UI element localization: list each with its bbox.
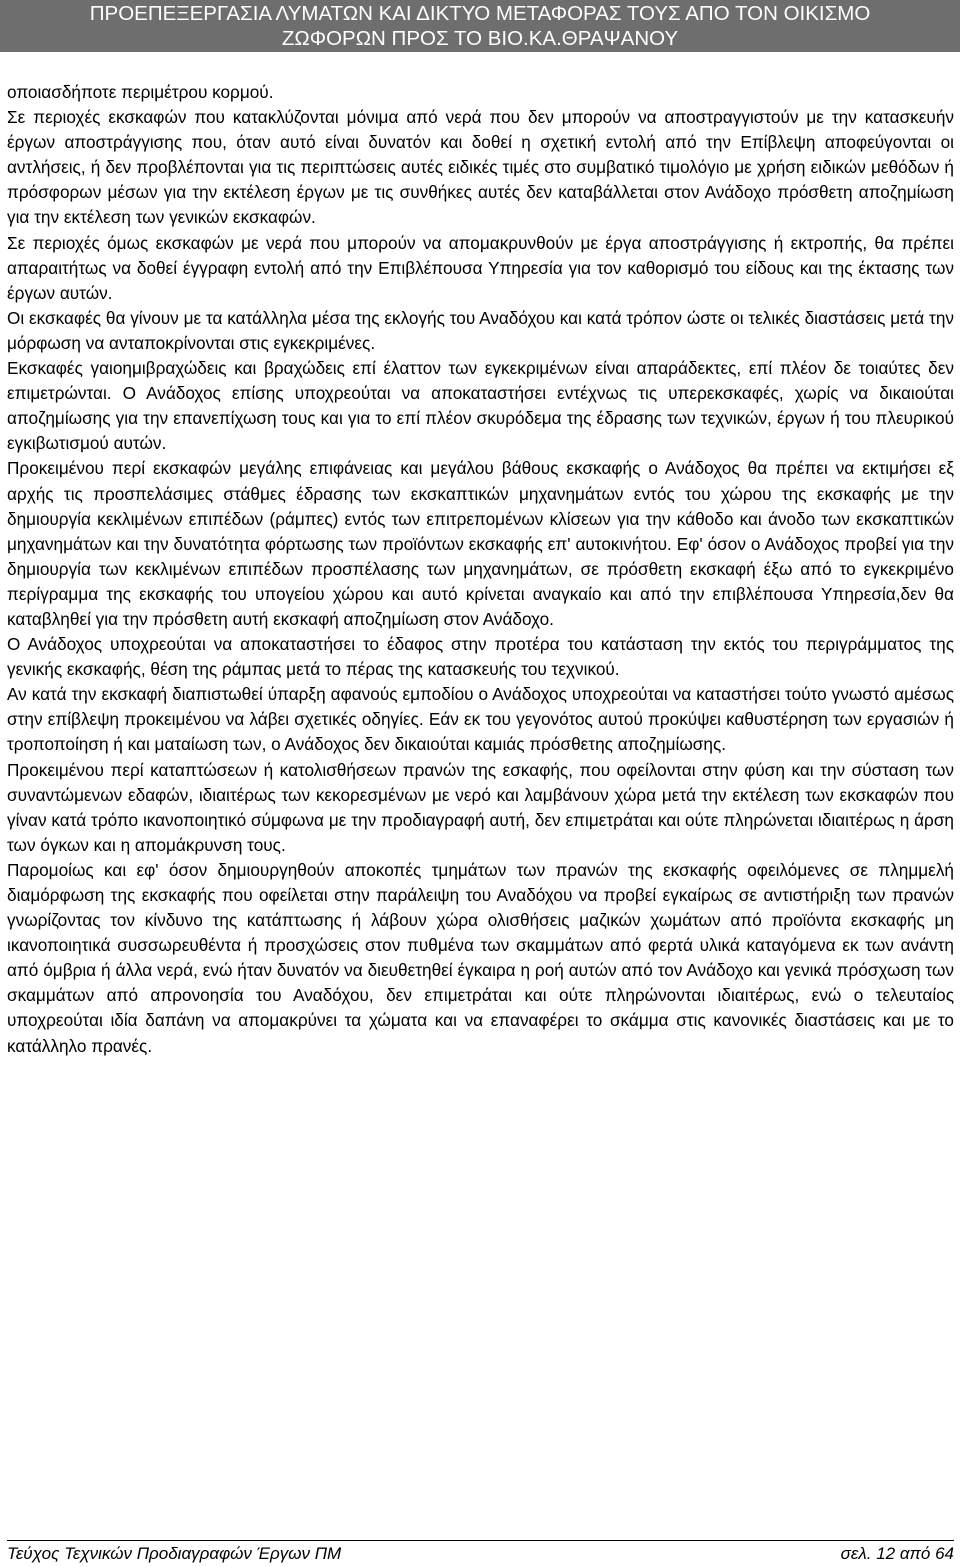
- paragraph: Προκειμένου περί εκσκαφών μεγάλης επιφάνειας και μεγάλου βάθους εκσκαφής ο Ανάδοχος θα πρέπει να εκτιμήσει εξ αρχής τις προσπελάσιμες στάθμες έδρασης των εκσκαπτικών μηχανημάτων εντός του χώρου της εκσκαφής με την δημιουργία κεκλιμένων επιπέδων (ράμπες) εντός των επιτρεπομένων κλίσεων για την κάθοδο και άνοδο των εκσκαπτικών μηχανημάτων και την δυνατότητα φόρτωσης των προϊόντων εκσκαφής επ' αυτοκινήτου. Εφ' όσον ο Ανάδοχος προβεί για την δημιουργία των κεκλιμένων επιπέδων προσπέλασης των μηχανημάτων, σε πρόσθετη εκσκαφή έξω από το εγκεκριμένο περίγραμμα της εκσκαφής του υπογείου χώρου και αυτό κρίνεται αναγκαίο και από την επιβλέπουσα Υπηρεσία,δεν θα καταβληθεί για την πρόσθετη αυτή εκσκαφή αποζημίωση στον Ανάδοχο.: [7, 458, 954, 629]
- footer-divider: [7, 1540, 954, 1541]
- paragraph: Αν κατά την εκσκαφή διαπιστωθεί ύπαρξη αφανούς εμποδίου ο Ανάδοχος υποχρεούται να καταστήσει τούτο γνωστό αμέσως στην επίβλεψη προκειμένου να λάβει σχετικές οδηγίες. Εάν εκ του γεγονότος αυτού προκύψει καθυστέρηση των εργασιών ή τροποποίηση ή και ματαίωση των, ο Ανάδοχος δεν δικαιούται καμιάς πρόσθετης αποζημίωσης.: [7, 684, 954, 755]
- document-body: [7, 80, 954, 1059]
- paragraph: Σε περιοχές όμως εκσκαφών με νερά που μπορούν να απομακρυνθούν με έργα αποστράγγισης ή εκτροπής, θα πρέπει απαραιτήτως να δοθεί έγγραφη εντολή από την Επιβλέπουσα Υπηρεσία για τον καθορισμό του είδους και της έκτασης των έργων αυτών.: [7, 232, 954, 303]
- paragraph: Εκσκαφές γαιοημιβραχώδεις και βραχώδεις επί έλαττον των εγκεκριμένων είναι απαράδεκτες, επί πλέον δε τοιαύτες δεν επιμετρώνται. Ο Ανάδοχος επίσης υποχρεούται να αποκαταστήσει εντέχνως τις υπερεκσκαφές, χωρίς να δικαιούται αποζημίωσης για την επανεπίχωση τους και για το επί πλέον σκυρόδεμα της έδρασης των τεχνικών, έργων ή του πλευρικού εγκιβωτισμού αυτών.: [7, 358, 954, 454]
- header-title-line-1: ΠΡΟΕΠΕΞΕΡΓΑΣΙΑ ΛΥΜΑΤΩΝ ΚΑΙ ΔΙΚΤΥΟ ΜΕΤΑΦΟΡΑΣ ΤΟΥΣ ΑΠΟ ΤΟΝ ΟΙΚΙΣΜΟ: [89, 2, 871, 25]
- paragraph: Παρομοίως και εφ' όσον δημιουργηθούν αποκοπές τμημάτων των πρανών της εκσκαφής οφειλόμενες σε πλημμελή διαμόρφωση της εκσκαφής που οφείλεται στην παράλειψη του Αναδόχου να προβεί εγκαίρως σε αντιστήριξη των πρανών γνωρίζοντας τον κίνδυνο της κατάπτωσης ή λάβουν χώρα ολισθήσεις μαζικών χωμάτων από προϊόντα εκσκαφής μη ικανοποιητικά συσσωρευθέντα ή προσχώσεις στον πυθμένα των σκαμμάτων από φερτά υλικά καταγόμενα εκ των ανάντη από όμβρια ή άλλα νερά, ενώ ήταν δυνατόν να διευθετηθεί έγκαιρα η ροή αυτών από τον Ανάδοχο και γενικά πρόσχωση των σκαμμάτων από απρονοησία του Αναδόχου, δεν επιμετράται και ούτε πληρώνονται ιδιαιτέρως, ενώ ο τελευταίος υποχρεούται ιδία δαπάνη να απομακρύνει τα χώματα και να επαναφέρει το σκάμμα στις κανονικές διαστάσεις και με το κατάλληλο πρανές.: [7, 859, 954, 1056]
- page-header: [0, 0, 960, 52]
- paragraph: Προκειμένου περί καταπτώσεων ή κατολισθήσεων πρανών της εσκαφής, που οφείλονται στην φύση και την σύσταση των συναντώμενων εδαφών, ιδιαιτέρως των κεκορεσμένων με νερό και λαμβάνουν χώρα μετά την εκτέλεση των εκσκαφών που γίναν κατά τρόπο ικανοποιητικό σύμφωνα με την προδιαγραφή αυτή, δεν επιμετράται και ούτε πληρώνεται ιδιαιτέρως η άρση των όγκων και η απομάκρυνση τους.: [7, 759, 954, 855]
- header-title-line-2: ΖΩΦΟΡΩΝ ΠΡΟΣ ΤΟ ΒΙΟ.ΚΑ.ΘΡΑΨΑΝΟΥ: [281, 27, 679, 50]
- footer-document-title: Τεύχος Τεχνικών Προδιαγραφών Έργων ΠΜ: [7, 1544, 342, 1563]
- paragraph: Σε περιοχές εκσκαφών που κατακλύζονται μόνιμα από νερά που δεν μπορούν να αποστραγγιστούν με την κατασκευήν έργων αποστράγγισης που, όταν αυτό είναι δυνατόν και δοθεί η σχετική εντολή από την Επίβλεψη αποφεύγονται οι αντλήσεις, ή δεν προβλέπονται για τις περιπτώσεις αυτές ειδικές τιμές στο συμβατικό τιμολόγιο με χρήση ειδικών μεθόδων ή πρόσφορων μέσων για την εκτέλεση έργων με τις συνθήκες αυτές δεν καταβάλλεται στον Ανάδοχο πρόσθετη αποζημίωση για την εκτέλεση των γενικών εκσκαφών.: [7, 107, 954, 228]
- paragraph: οποιασδήποτε περιμέτρου κορμού.: [7, 82, 274, 102]
- footer-page-number: σελ. 12 από 64: [840, 1544, 954, 1563]
- paragraph: Οι εκσκαφές θα γίνουν με τα κατάλληλα μέσα της εκλογής του Αναδόχου και κατά τρόπον ώστε οι τελικές διαστάσεις μετά την μόρφωση να ανταποκρίνονται στις εγκεκριμένες.: [7, 307, 954, 353]
- paragraph: Ο Ανάδοχος υποχρεούται να αποκαταστήσει το έδαφος στην προτέρα του κατάσταση την εκτός του περιγράμματος της γενικής εκσκαφής, θέση της ράμπας μετά το πέρας της κατασκευής του τεχνικού.: [7, 634, 954, 680]
